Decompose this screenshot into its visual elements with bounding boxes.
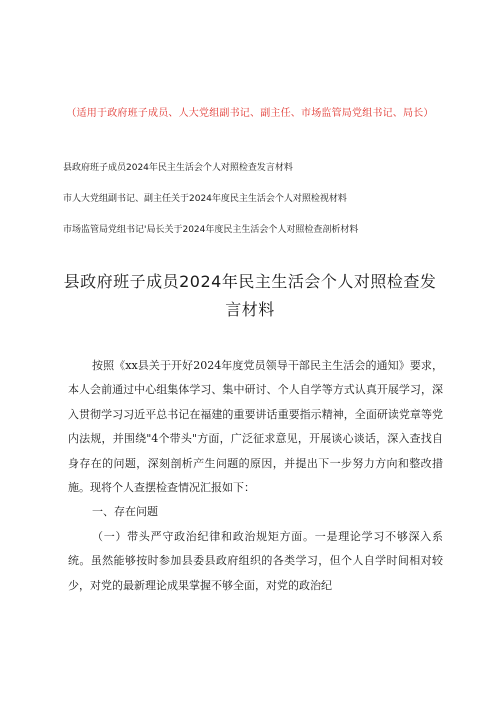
- document-title: 县政府班子成员2024年民主生活会个人对照检查发言材料: [63, 272, 437, 319]
- document-body: [68, 354, 443, 598]
- toc-item-1: 县政府班子成员2024年民主生活会个人对照检查发言材料: [63, 163, 293, 173]
- body-paragraph: （一）带头严守政治纪律和政治规矩方面。一是理论学习不够深入系统。虽然能够按时参加县委县政府组织的各类学习，但个人自学时间相对较少，对党的最新理论成果掌握不够全面，对党的政治纪: [68, 529, 443, 592]
- applicability-note: （适用于政府班子成员、人大党组副书记、副主任、市场监管局党组书记、局长）: [66, 108, 434, 119]
- toc-item-3: 市场监管局党组书记'局长关于2024年度民主生活会个人对照检查剖析材料: [63, 225, 359, 235]
- section-heading: 一、存在问题: [92, 505, 158, 519]
- intro-paragraph: 按照《xx县关于开好2024年度党员领导干部民主生活会的通知》要求，本人会前通过中心组集体学习、集中研讨、个人自学等方式认真开展学习，深入贯彻学习习近平总书记在福建的重要讲话重要指示精神，全面研读党章等党内法规，并围绕"4个带头"方面，广泛征求意见，开展谈心谈话，深入查找自身存在的问题，深刻剖析产生问题的原因，并提出下一步努力方向和整改措施。现将个人查摆检查情况汇报如下：: [68, 359, 443, 495]
- toc-item-2: 市人大党组副书记、副主任关于2024年度民主生活会个人对照检视材料: [63, 194, 347, 204]
